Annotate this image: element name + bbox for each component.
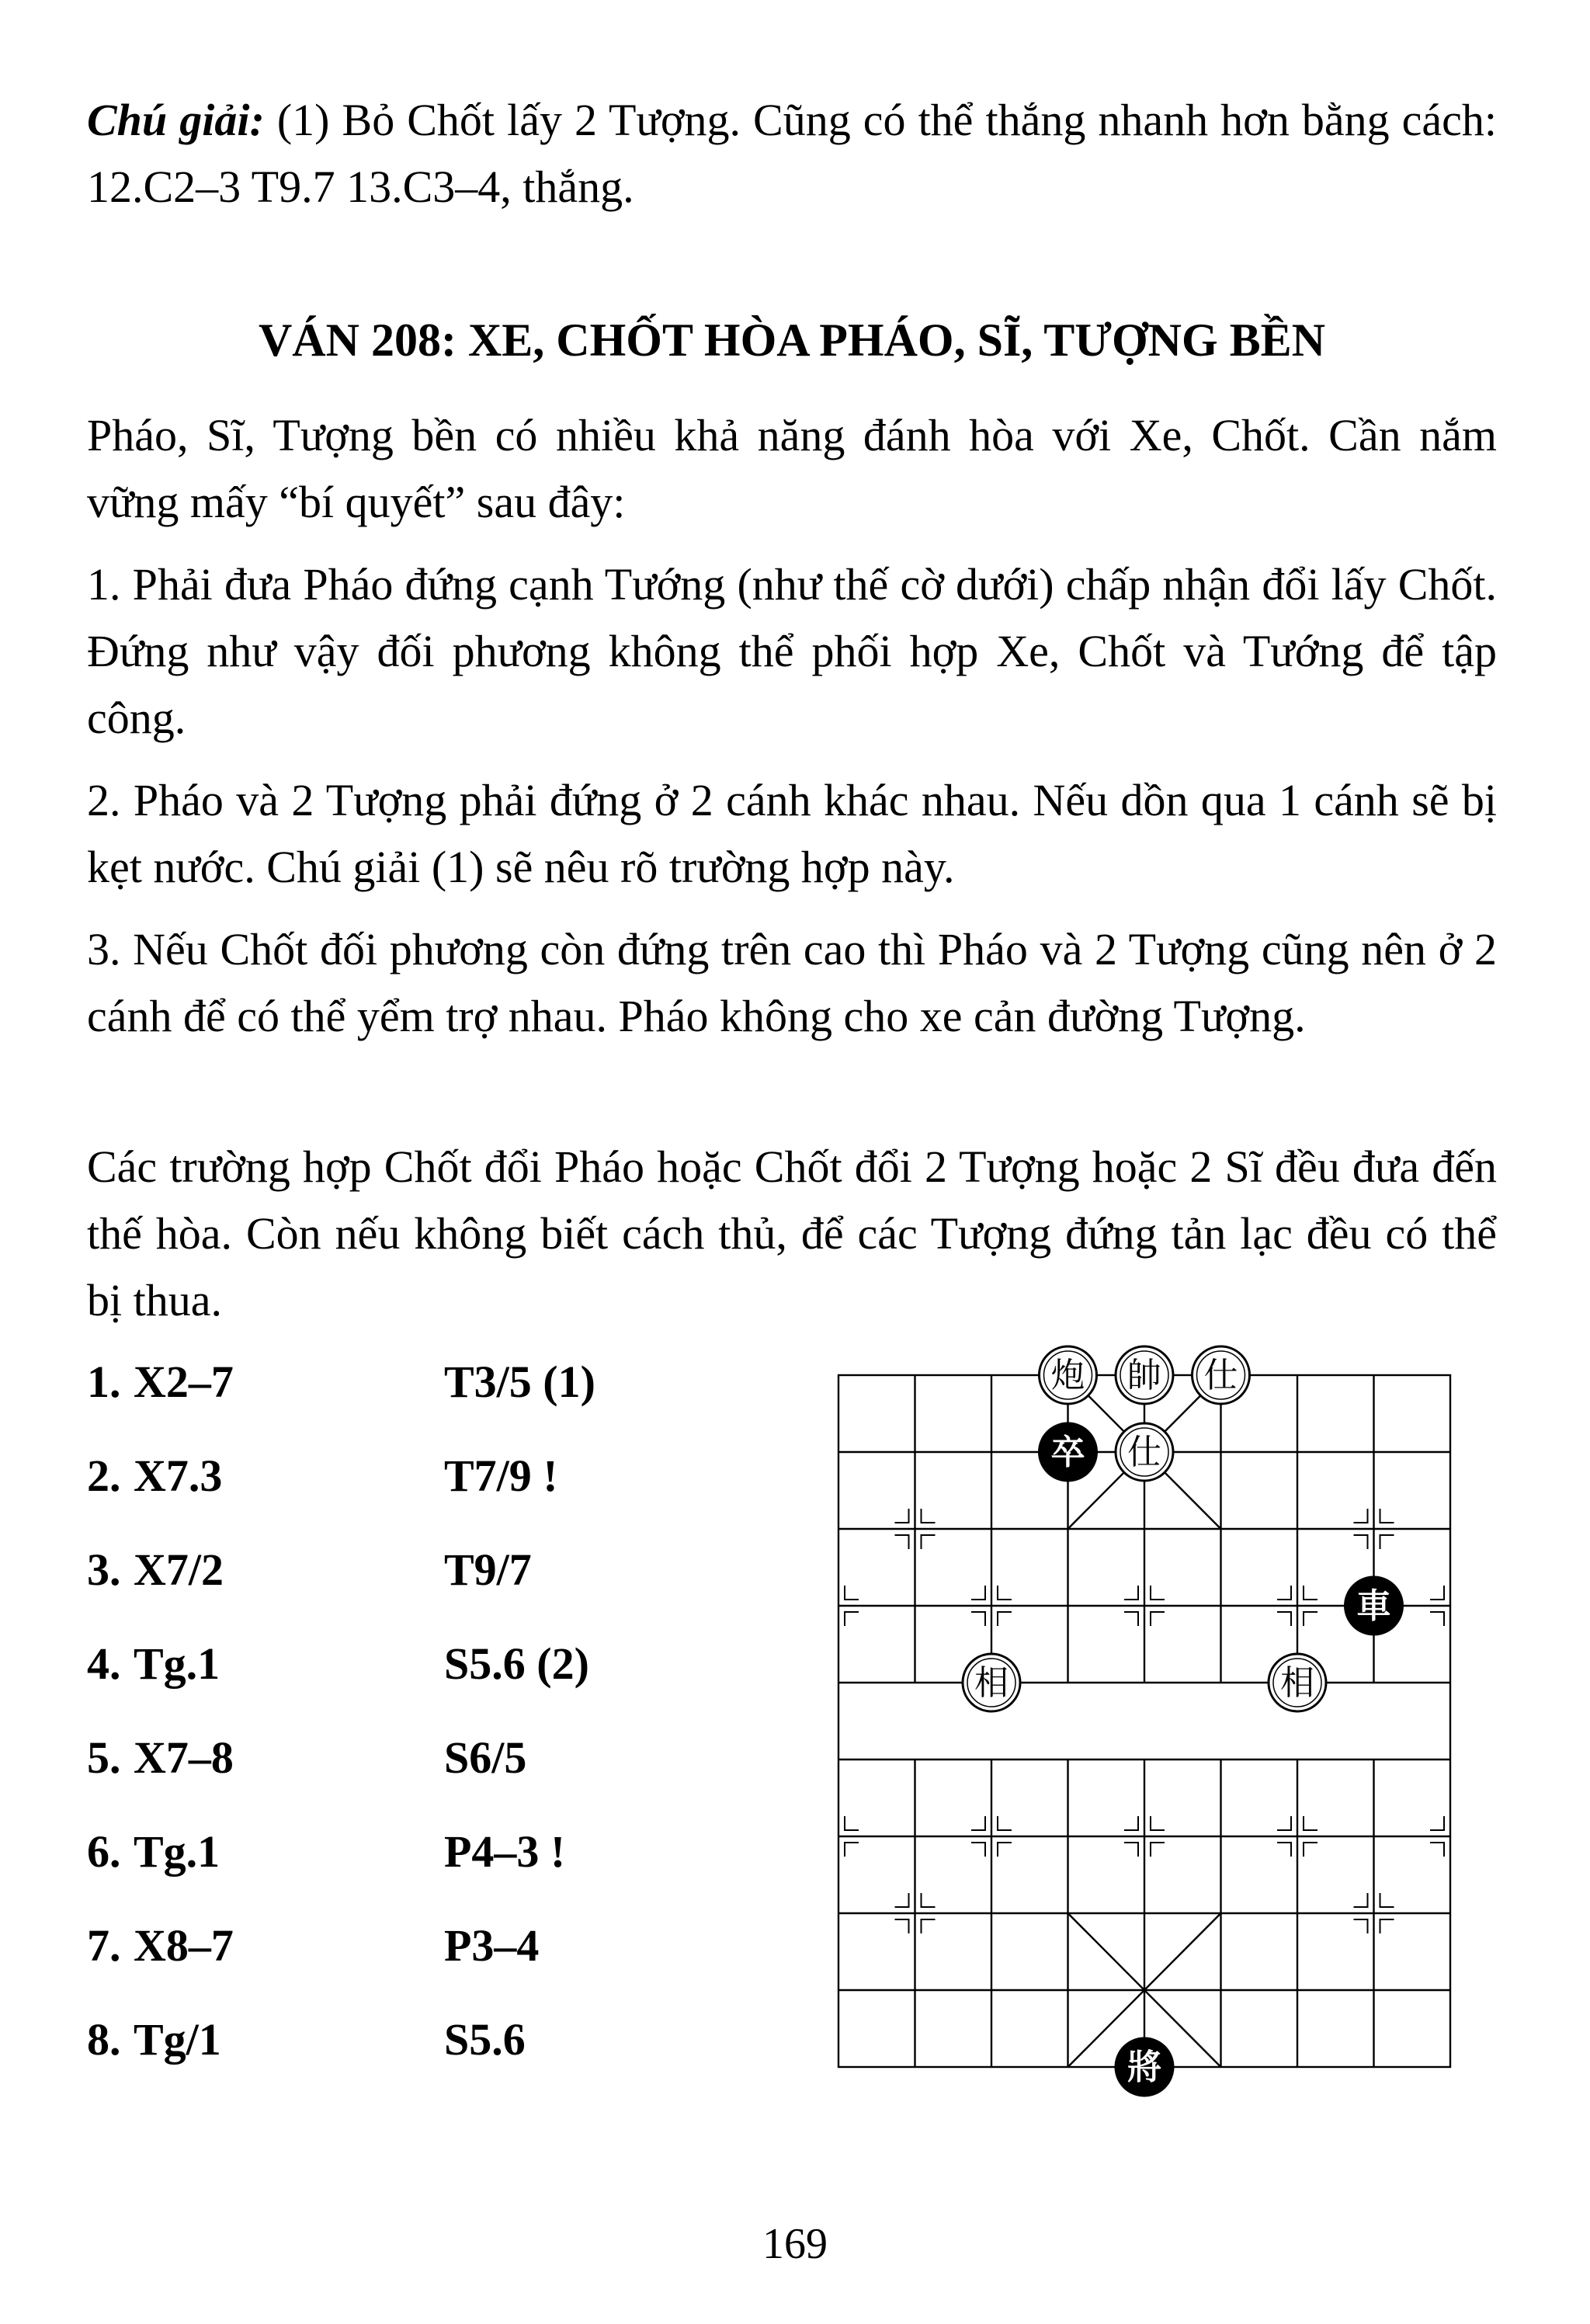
position-mark (922, 1535, 936, 1549)
move-black: P4–3 ! (444, 1826, 566, 1877)
move-red: Tg.1 (134, 1826, 220, 1877)
position-mark (1304, 1612, 1317, 1626)
position-mark (1151, 1816, 1165, 1830)
move-black: T9/7 (444, 1544, 532, 1595)
position-mark (1124, 1843, 1138, 1857)
position-mark (971, 1586, 985, 1600)
position-mark (971, 1612, 985, 1626)
position-mark (895, 1919, 909, 1933)
move-number: 5. (87, 1732, 121, 1783)
position-mark (1277, 1816, 1291, 1830)
move-number: 1. (87, 1357, 121, 1407)
move-row (87, 1539, 755, 1633)
piece-label: 仕 (1203, 1356, 1238, 1395)
move-black: S5.6 (444, 2014, 526, 2065)
xiangqi-board-diagram (815, 1336, 1483, 2174)
position-mark (1151, 1612, 1165, 1626)
position-mark (922, 1919, 936, 1933)
position-mark (998, 1586, 1012, 1600)
position-mark (1380, 1509, 1394, 1523)
position-mark (1354, 1535, 1368, 1549)
position-mark (1380, 1893, 1394, 1907)
position-mark (971, 1816, 985, 1830)
move-row (87, 1633, 755, 1727)
move-red: X8–7 (134, 1920, 234, 1971)
position-mark (1151, 1843, 1165, 1857)
position-mark (922, 1893, 936, 1907)
position-mark (922, 1509, 936, 1523)
piece-red-cannon (1040, 1346, 1097, 1404)
position-mark (845, 1612, 859, 1626)
position-mark (845, 1586, 859, 1600)
move-red: X7–8 (134, 1732, 234, 1783)
move-number: 7. (87, 1920, 121, 1971)
annotation-note (87, 87, 1497, 221)
position-mark (1124, 1816, 1138, 1830)
annotation-label: Chú giải: (87, 95, 265, 145)
piece-label: 帥 (1127, 1356, 1161, 1395)
piece-red-advisor (1192, 1346, 1250, 1404)
piece-black-soldier (1040, 1423, 1097, 1481)
position-mark (1124, 1612, 1138, 1626)
piece-label: 卒 (1050, 1433, 1085, 1472)
position-mark (895, 1893, 909, 1907)
move-row (87, 1915, 755, 2009)
piece-label: 相 (974, 1663, 1009, 1703)
move-black: T3/5 (1) (444, 1357, 595, 1407)
tip-1-paragraph: 1. Phải đưa Pháo đứng cạnh Tướng (như thế cờ dưới) chấp nhận đổi lấy Chốt. Đứng như vậy đối phương không thể phối hợp Xe, Chốt và Tướng để tập công. (87, 559, 1497, 743)
board-pieces (963, 1346, 1403, 2096)
piece-label: 仕 (1127, 1433, 1161, 1472)
position-mark (845, 1816, 859, 1830)
piece-red-elephant (1269, 1654, 1326, 1711)
position-mark (1124, 1586, 1138, 1600)
move-red: X7/2 (134, 1544, 224, 1595)
piece-label: 相 (1280, 1663, 1314, 1703)
position-mark (1380, 1535, 1394, 1549)
move-number: 4. (87, 1638, 121, 1689)
piece-label: 炮 (1050, 1356, 1085, 1395)
move-red: Tg/1 (134, 2014, 221, 2065)
intro-paragraph: Pháo, Sĩ, Tượng bền có nhiều khả năng đánh hòa với Xe, Chốt. Cần nắm vững mấy “bí quyết” sau đây: (87, 410, 1497, 527)
position-mark (998, 1843, 1012, 1857)
move-black: T7/9 ! (444, 1450, 558, 1501)
position-mark (1380, 1919, 1394, 1933)
tip-2-paragraph: 2. Pháo và 2 Tượng phải đứng ở 2 cánh khác nhau. Nếu dồn qua 1 cánh sẽ bị kẹt nước. Chú giải (1) sẽ nêu rõ trường hợp này. (87, 775, 1497, 892)
position-mark (1304, 1586, 1317, 1600)
piece-red-general (1116, 1346, 1173, 1404)
position-mark (998, 1816, 1012, 1830)
move-number: 3. (87, 1544, 121, 1595)
move-list (87, 1351, 755, 2103)
position-mark (1430, 1586, 1444, 1600)
move-number: 2. (87, 1450, 121, 1501)
move-black: S6/5 (444, 1732, 527, 1783)
move-row (87, 1821, 755, 1915)
move-red: X2–7 (134, 1357, 234, 1407)
piece-red-elephant (963, 1654, 1020, 1711)
move-row (87, 1727, 755, 1821)
position-mark (1354, 1509, 1368, 1523)
position-mark (895, 1535, 909, 1549)
piece-black-general (1116, 2038, 1173, 2096)
move-red: X7.3 (134, 1450, 223, 1501)
position-mark (1277, 1586, 1291, 1600)
move-row (87, 1445, 755, 1539)
cases-paragraph: Các trường hợp Chốt đổi Pháo hoặc Chốt đổi 2 Tượng hoặc 2 Sĩ đều đưa đến thế hòa. Còn nếu không biết cách thủ, để các Tượng đứng tản lạc đều có thể bị thua. (87, 1141, 1497, 1325)
position-mark (1430, 1843, 1444, 1857)
move-row (87, 1351, 755, 1445)
move-row (87, 2009, 755, 2103)
piece-label: 將 (1127, 2048, 1161, 2087)
position-mark (1277, 1612, 1291, 1626)
position-mark (1430, 1816, 1444, 1830)
piece-label: 車 (1356, 1586, 1391, 1626)
piece-red-advisor (1116, 1423, 1173, 1481)
page-number: 169 (762, 2220, 828, 2268)
position-mark (1304, 1816, 1317, 1830)
position-mark (845, 1843, 859, 1857)
position-mark (971, 1843, 985, 1857)
position-mark (1354, 1919, 1368, 1933)
annotation-text: (1) Bỏ Chốt lấy 2 Tượng. Cũng có thể thắng nhanh hơn bằng cách: 12.C2–3 T9.7 13.C3–4, thắng. (87, 95, 1497, 212)
move-number: 8. (87, 2014, 121, 2065)
tip-3-paragraph: 3. Nếu Chốt đối phương còn đứng trên cao thì Pháo và 2 Tượng cũng nên ở 2 cánh để có thể yểm trợ nhau. Pháo không cho xe cản đường Tượng. (87, 924, 1497, 1041)
position-mark (1304, 1843, 1317, 1857)
move-black: S5.6 (2) (444, 1638, 589, 1689)
position-mark (1151, 1586, 1165, 1600)
position-mark (1277, 1843, 1291, 1857)
piece-black-chariot (1345, 1577, 1403, 1634)
position-mark (1354, 1893, 1368, 1907)
move-black: P3–4 (444, 1920, 540, 1971)
position-mark (1430, 1612, 1444, 1626)
position-mark (895, 1509, 909, 1523)
move-number: 6. (87, 1826, 121, 1877)
position-mark (998, 1612, 1012, 1626)
game-heading: VÁN 208: XE, CHỐT HÒA PHÁO, SĨ, TƯỢNG BỀN (258, 314, 1326, 366)
move-red: Tg.1 (134, 1638, 220, 1689)
